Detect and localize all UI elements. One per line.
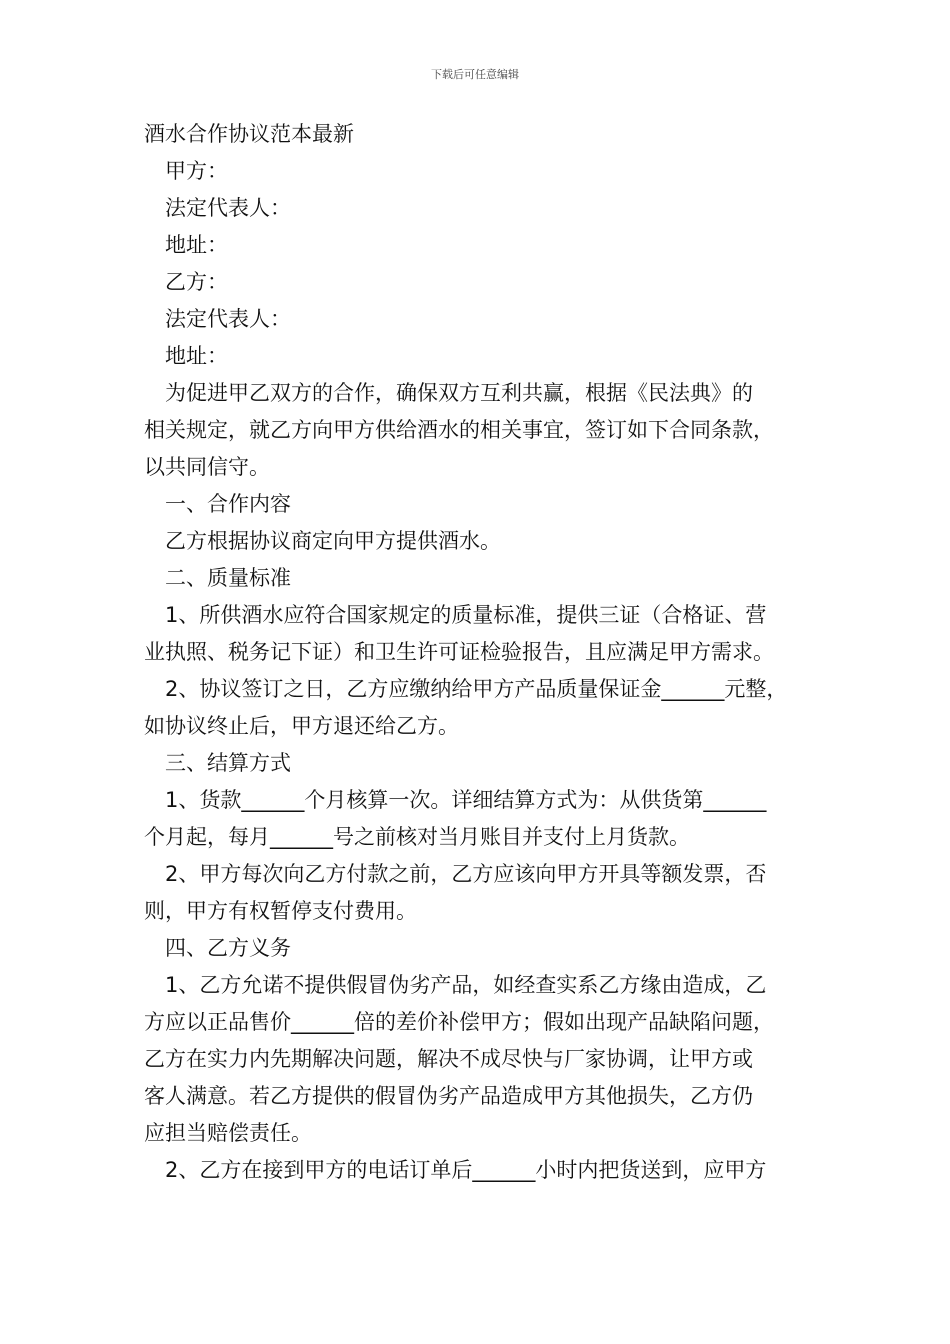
document-line: 法定代表人： (165, 196, 291, 220)
document-line: 2、乙方在接到甲方的电话订单后______小时内把货送到，应甲方 (165, 1158, 767, 1182)
document-title: 酒水合作协议范本最新 (144, 122, 354, 146)
document-line: 方应以正品售价______倍的差价补偿甲方；假如出现产品缺陷问题， (144, 1010, 774, 1034)
document-line: 1、货款______个月核算一次。详细结算方式为：从供货第______ (165, 788, 767, 812)
page-header: 下载后可任意编辑 (431, 68, 519, 81)
document-line: 客人满意。若乙方提供的假冒伪劣产品造成甲方其他损失，乙方仍 (144, 1084, 753, 1108)
document-line: 二、质量标准 (165, 566, 291, 590)
document-line: 业执照、税务记下证）和卫生许可证检验报告，且应满足甲方需求。 (144, 640, 774, 664)
document-line: 2、协议签订之日，乙方应缴纳给甲方产品质量保证金______元整， (165, 677, 788, 701)
document-line: 地址： (165, 344, 228, 368)
document-line: 应担当赔偿责任。 (144, 1121, 312, 1145)
document-line: 2、甲方每次向乙方付款之前，乙方应该向甲方开具等额发票，否 (165, 862, 767, 886)
document-line: 则，甲方有权暂停支付费用。 (144, 899, 417, 923)
document-line: 1、所供酒水应符合国家规定的质量标准，提供三证（合格证、营 (165, 603, 767, 627)
document-line: 如协议终止后，甲方退还给乙方。 (144, 714, 459, 738)
document-line: 乙方： (165, 270, 228, 294)
document-line: 以共同信守。 (144, 455, 270, 479)
document-line: 乙方在实力内先期解决问题，解决不成尽快与厂家协调，让甲方或 (144, 1047, 753, 1071)
document-line: 1、乙方允诺不提供假冒伪劣产品，如经查实系乙方缘由造成，乙 (165, 973, 767, 997)
document-line: 相关规定，就乙方向甲方供给酒水的相关事宜，签订如下合同条款， (144, 418, 774, 442)
document-line: 乙方根据协议商定向甲方提供酒水。 (165, 529, 501, 553)
document-body (144, 116, 824, 1189)
document-line: 四、乙方义务 (165, 936, 291, 960)
document-line: 个月起，每月______号之前核对当月账目并支付上月货款。 (144, 825, 690, 849)
document-line: 甲方： (165, 159, 228, 183)
document-line: 一、合作内容 (165, 492, 291, 516)
document-line: 为促进甲乙双方的合作，确保双方互利共赢，根据《民法典》的 (165, 381, 753, 405)
document-line: 地址： (165, 233, 228, 257)
document-line: 三、结算方式 (165, 751, 291, 775)
document-line: 法定代表人： (165, 307, 291, 331)
